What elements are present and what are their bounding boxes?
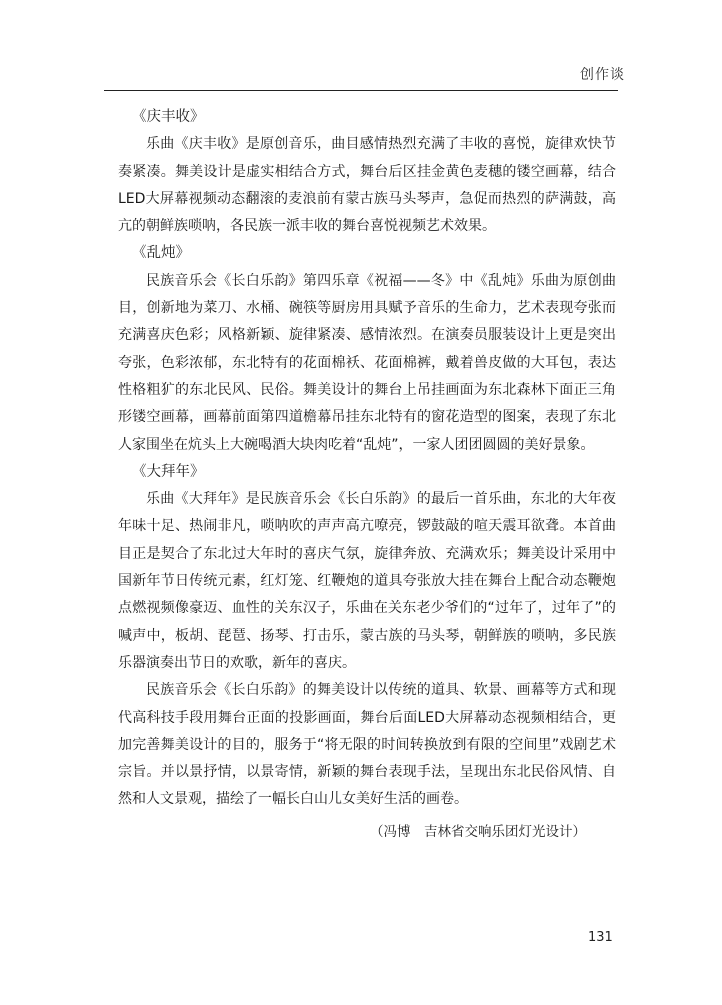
section-heading-dabainian: 《大拜年》	[132, 463, 205, 480]
header-rule	[104, 90, 618, 91]
section-heading-qingfengshou: 《庆丰收》	[132, 109, 205, 125]
paragraph-summary: 民族音乐会《长白乐韵》的舞美设计以传统的道具、软景、画幕等方式和现代高科技手段用舞台正面的投影画面，舞台后面LED大屏幕动态视频相结合，更加完善舞美设计的目的，服务于“将无限的时间转换放到有限的空间里”戏剧艺术宗旨。并以景抒情，以景寄情，新颖的舞台表现手法，呈现出东北民俗风情、自然和人文景观，描绘了一幅长白山儿女美好生活的画卷。	[118, 682, 616, 808]
paragraph-qingfengshou: 乐曲《庆丰收》是原创音乐，曲目感情热烈充满了丰收的喜悦，旋律欢快节奏紧凑。舞美设计是虚实相结合方式，舞台后区挂金黄色麦穗的镂空画幕，结合LED大屏幕视频动态翻滚的麦浪前有蒙古族马头琴声，急促而热烈的萨满鼓，高亢的朝鲜族唢呐，各民族一派丰收的舞台喜悦视频艺术效果。	[118, 136, 616, 235]
section-label: 创作谈	[580, 67, 625, 83]
author-byline: （冯博 吉林省交响乐团灯光设计）	[370, 824, 586, 840]
page-number: 131	[588, 930, 613, 945]
section-heading-luandun: 《乱炖》	[132, 245, 190, 262]
paragraph-dabainian: 乐曲《大拜年》是民族音乐会《长白乐韵》的最后一首乐曲，东北的大年夜年味十足、热闹非凡，唢呐吹的声声高亢嘹亮，锣鼓敲的喧天震耳欲聋。本首曲目正是契合了东北过大年时的喜庆气氛，旋律奔放、充满欢乐；舞美设计采用中国新年节日传统元素，红灯笼、红鞭炮的道具夸张放大挂在舞台上配合动态鞭炮点燃视频像豪迈、血性的关东汉子，乐曲在关东老少爷们的“过年了，过年了”的喊声中，板胡、琵琶、扬琴、打击乐，蒙古族的马头琴，朝鲜族的唢呐，多民族乐器演奏出节日的欢歌，新年的喜庆。	[118, 491, 616, 671]
article-body	[118, 104, 616, 814]
paragraph-luandun: 民族音乐会《长白乐韵》第四乐章《祝福——冬》中《乱炖》乐曲为原创曲目，创新地为菜刀、水桶、碗筷等厨房用具赋予音乐的生命力，艺术表现夸张而充满喜庆色彩；风格新颖、旋律紧凑、感情浓烈。在演奏员服装设计上更是突出夸张，色彩浓郁，东北特有的花面棉袄、花面棉裤，戴着兽皮做的大耳包，表达性格粗犷的东北民风、民俗。舞美设计的舞台上吊挂画面为东北森林下面正三角形镂空画幕，画幕前面第四道檐幕吊挂东北特有的窗花造型的图案，表现了东北人家围坐在炕头上大碗喝酒大块肉吃着“乱炖”，一家人团团圆圆的美好景象。	[118, 272, 616, 453]
